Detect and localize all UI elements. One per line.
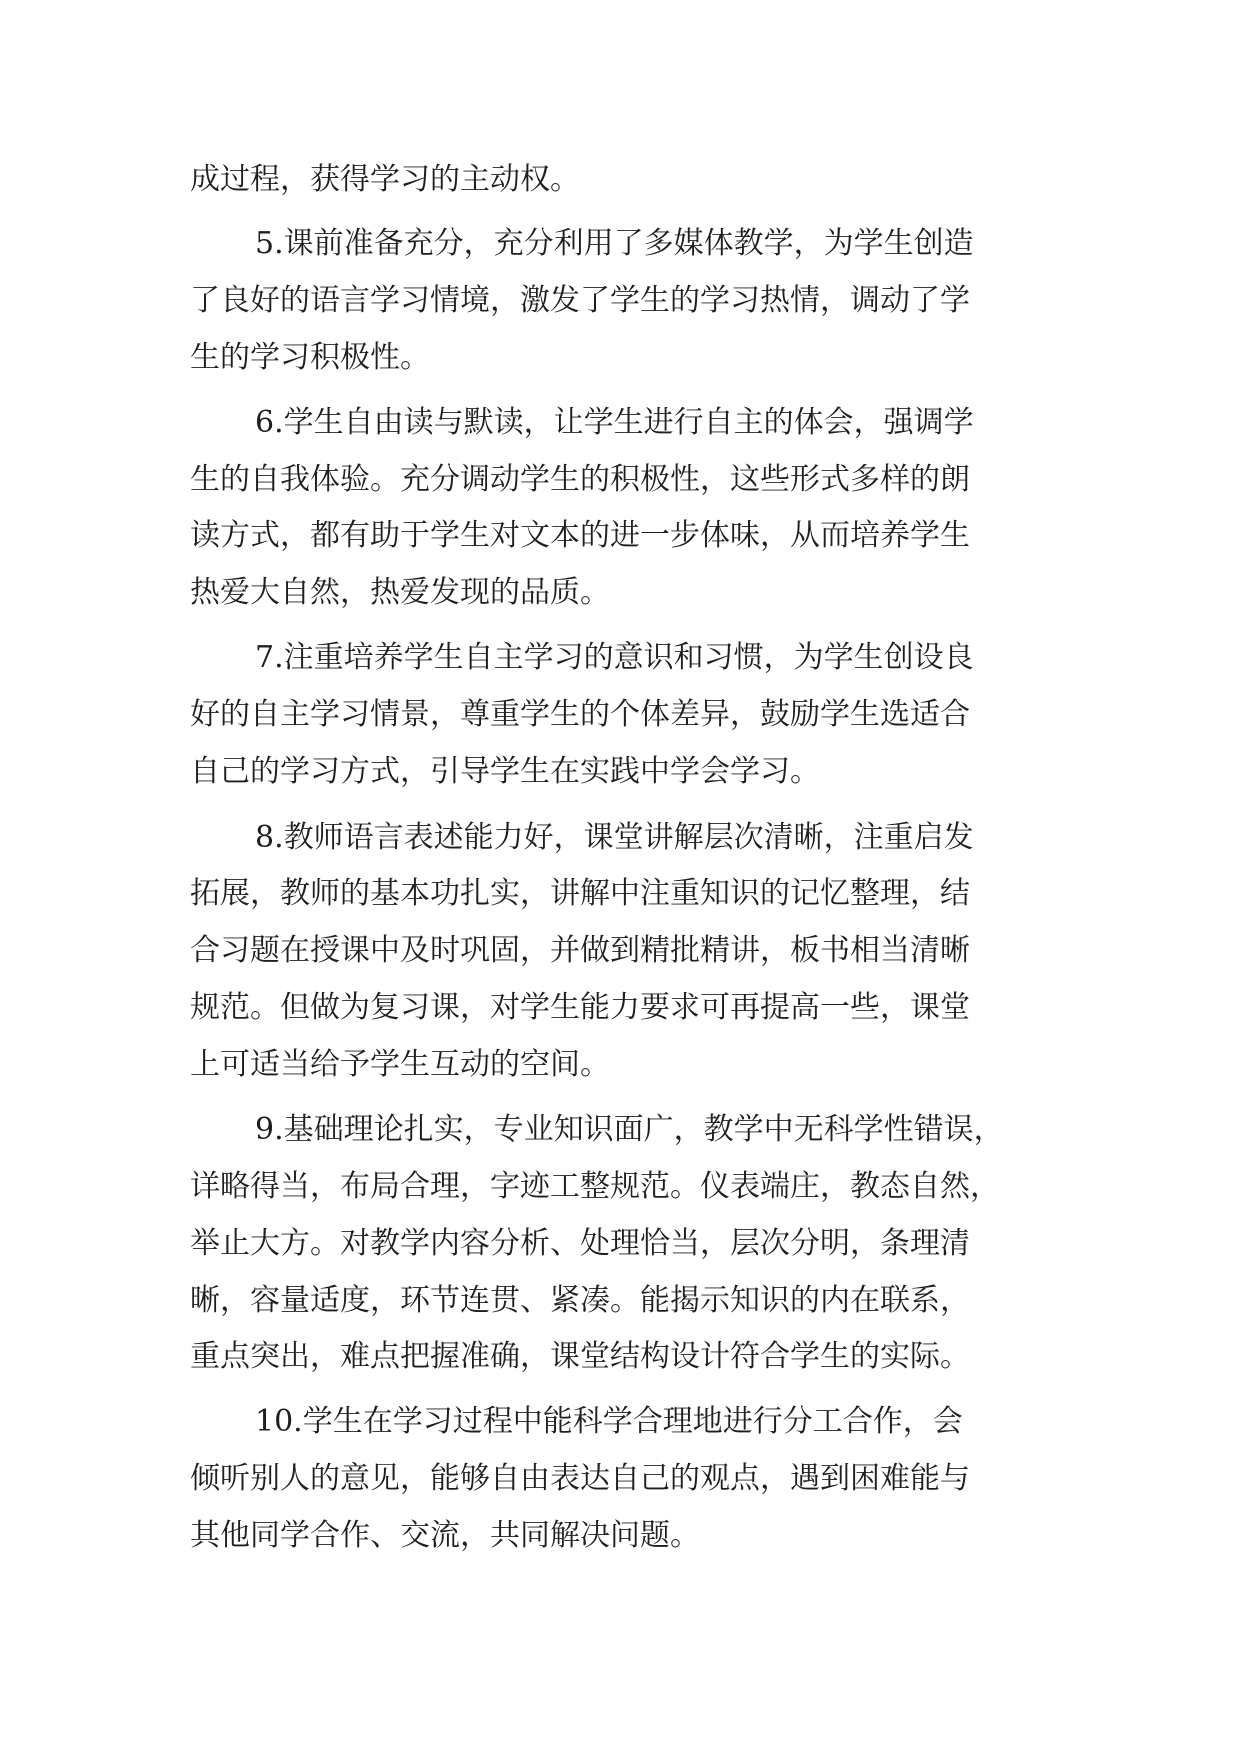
paragraph-9-line: 9.基础理论扎实，专业知识面广，教学中无科学性错误， <box>255 1112 1004 1147</box>
text-line: 自己的学习方式，引导学生在实践中学会学习。 <box>190 754 820 789</box>
text-line: 合习题在授课中及时巩固，并做到精批精讲，板书相当清晰 <box>190 933 970 968</box>
text-line: 了良好的语言学习情境，激发了学生的学习热情，调动了学 <box>190 283 970 318</box>
text-line: 拓展，教师的基本功扎实，讲解中注重知识的记忆整理，结 <box>190 876 970 911</box>
text-line: 读方式，都有助于学生对文本的进一步体味，从而培养学生 <box>190 518 970 553</box>
text-line: 生的自我体验。充分调动学生的积极性，这些形式多样的朗 <box>190 462 970 497</box>
text-line: 好的自主学习情景，尊重学生的个体差异，鼓励学生选适合 <box>190 697 970 732</box>
paragraph-6-line: 6.学生自由读与默读，让学生进行自主的体会，强调学 <box>255 405 974 440</box>
paragraph-8-line: 8.教师语言表述能力好，课堂讲解层次清晰，注重启发 <box>255 820 974 855</box>
text-line: 成过程，获得学习的主动权。 <box>190 162 580 197</box>
text-line: 晰，容量适度，环节连贯、紧凑。能揭示知识的内在联系， <box>190 1283 970 1318</box>
text-line: 其他同学合作、交流，共同解决问题。 <box>190 1518 700 1553</box>
text-line: 上可适当给予学生互动的空间。 <box>190 1047 610 1082</box>
text-line: 重点突出，难点把握准确，课堂结构设计符合学生的实际。 <box>190 1339 970 1374</box>
paragraph-10-line: 10.学生在学习过程中能科学合理地进行分工合作，会 <box>255 1404 963 1439</box>
text-line: 规范。但做为复习课，对学生能力要求可再提高一些，课堂 <box>190 990 970 1025</box>
text-line: 生的学习积极性。 <box>190 340 430 375</box>
text-line: 详略得当，布局合理，字迹工整规范。仪表端庄，教态自然， <box>190 1169 1000 1204</box>
paragraph-5-line: 5.课前准备充分，充分利用了多媒体教学，为学生创造 <box>255 226 974 261</box>
text-line: 举止大方。对教学内容分析、处理恰当，层次分明，条理清 <box>190 1226 970 1261</box>
text-line: 热爱大自然，热爱发现的品质。 <box>190 575 610 610</box>
text-line: 倾听别人的意见，能够自由表达自己的观点，遇到困难能与 <box>190 1461 970 1496</box>
paragraph-7-line: 7.注重培养学生自主学习的意识和习惯，为学生创设良 <box>255 640 974 675</box>
